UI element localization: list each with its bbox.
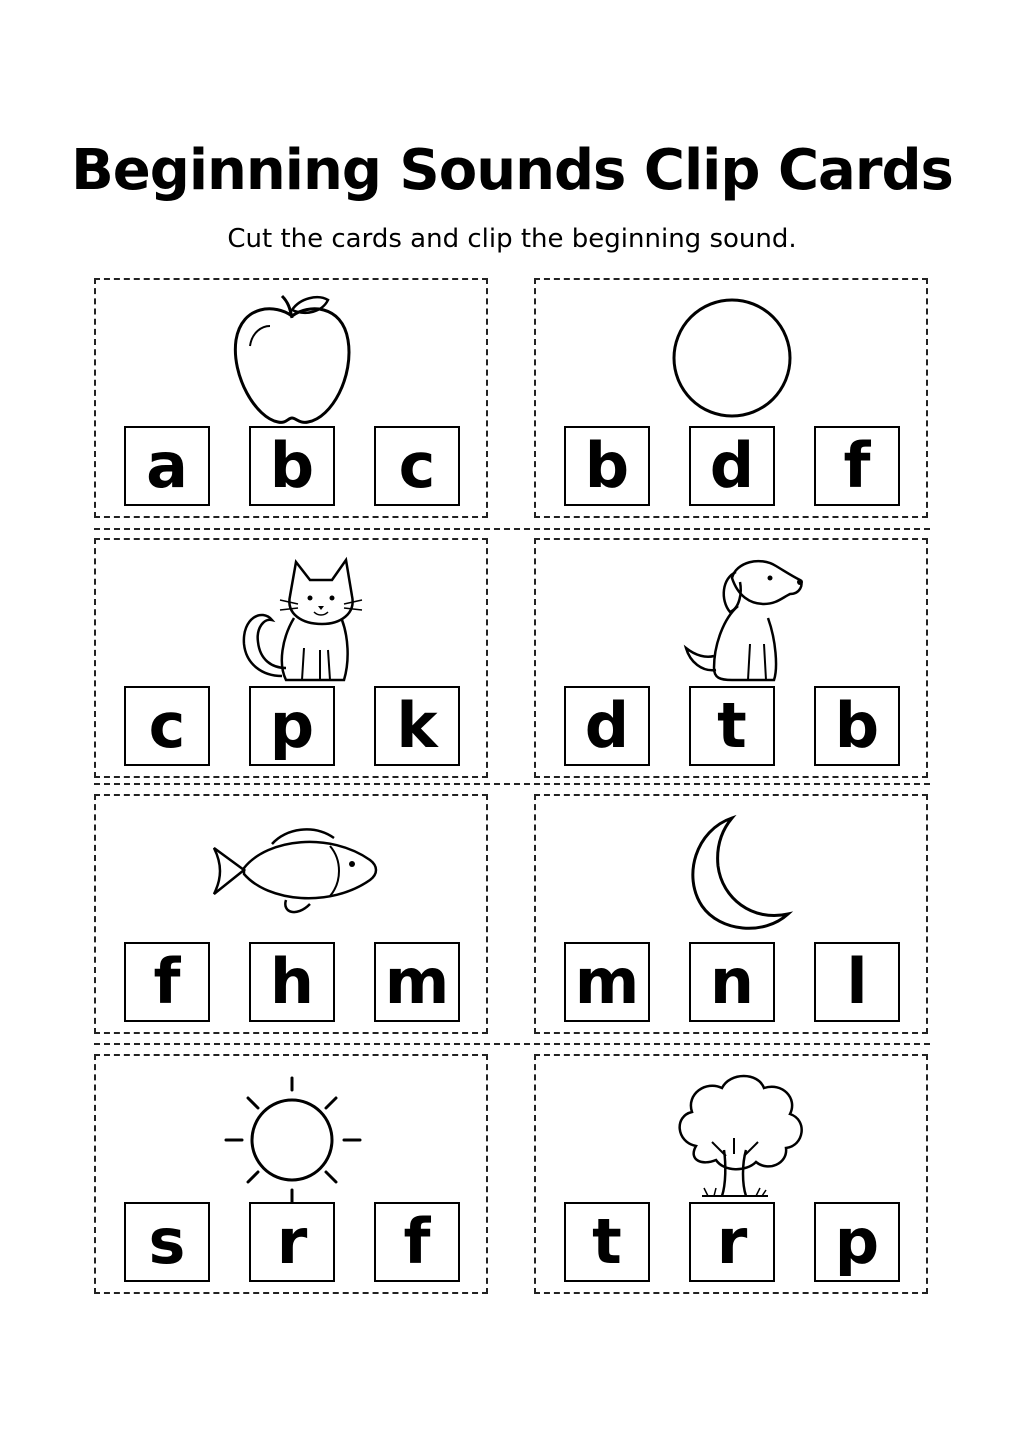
clip-card — [94, 1054, 488, 1294]
clip-card — [94, 278, 488, 518]
moon-icon — [536, 804, 926, 944]
letter-choice[interactable]: m — [564, 942, 650, 1022]
cut-line — [94, 1043, 930, 1045]
letter-choice[interactable]: r — [689, 1202, 775, 1282]
letter-choice[interactable]: p — [249, 686, 335, 766]
sun-icon — [96, 1064, 486, 1204]
letter-choice[interactable]: l — [814, 942, 900, 1022]
dog-icon — [536, 548, 926, 688]
page-subtitle: Cut the cards and clip the beginning sound. — [227, 224, 797, 254]
cut-line — [94, 528, 930, 530]
clip-card — [534, 538, 928, 778]
letter-choice[interactable]: p — [814, 1202, 900, 1282]
cat-icon — [96, 548, 486, 688]
letter-choice[interactable]: f — [814, 426, 900, 506]
letter-choice[interactable]: f — [374, 1202, 460, 1282]
letter-choice[interactable]: b — [249, 426, 335, 506]
clip-card — [534, 794, 928, 1034]
clip-card — [534, 278, 928, 518]
letter-choice[interactable]: n — [689, 942, 775, 1022]
letter-choice[interactable]: s — [124, 1202, 210, 1282]
letter-choice[interactable]: r — [249, 1202, 335, 1282]
letter-choice[interactable]: c — [374, 426, 460, 506]
letter-choice[interactable]: c — [124, 686, 210, 766]
circle-icon — [536, 288, 926, 428]
page-title: Beginning Sounds Clip Cards — [71, 138, 953, 203]
letter-choice[interactable]: k — [374, 686, 460, 766]
letter-choice[interactable]: t — [689, 686, 775, 766]
clip-card — [534, 1054, 928, 1294]
fish-icon — [96, 804, 486, 944]
letter-choice[interactable]: b — [564, 426, 650, 506]
letter-choice[interactable]: d — [564, 686, 650, 766]
letter-choice[interactable]: m — [374, 942, 460, 1022]
letter-choice[interactable]: d — [689, 426, 775, 506]
clip-card — [94, 794, 488, 1034]
letter-choice[interactable]: a — [124, 426, 210, 506]
letter-choice[interactable]: f — [124, 942, 210, 1022]
cut-line — [94, 783, 930, 785]
letter-choice[interactable]: t — [564, 1202, 650, 1282]
clip-card — [94, 538, 488, 778]
letter-choice[interactable]: b — [814, 686, 900, 766]
tree-icon — [536, 1064, 926, 1204]
letter-choice[interactable]: h — [249, 942, 335, 1022]
apple-icon — [96, 288, 486, 428]
